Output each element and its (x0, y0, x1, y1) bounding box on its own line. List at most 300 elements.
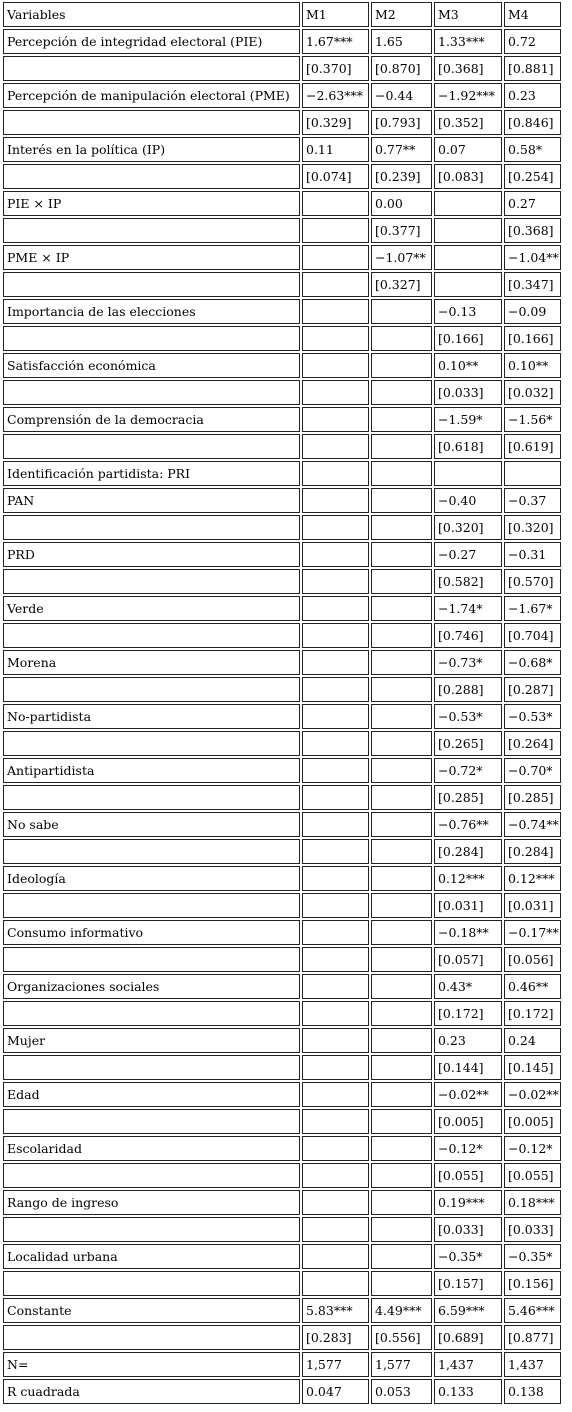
m2-cell (371, 488, 432, 513)
variable-cell (3, 110, 300, 135)
m4-cell: −0.12* (504, 1136, 561, 1161)
m1-cell: [0.074] (302, 164, 369, 189)
m3-cell: [0.284] (434, 839, 502, 864)
m3-cell: [0.172] (434, 1001, 502, 1026)
variable-cell: Importancia de las elecciones (3, 299, 300, 324)
m3-cell: 0.133 (434, 1379, 502, 1404)
table-row (3, 1325, 561, 1350)
header-m1: M1 (302, 2, 369, 27)
m3-cell: [0.157] (434, 1271, 502, 1296)
m3-cell: [0.285] (434, 785, 502, 810)
m1-cell (302, 1190, 369, 1215)
table-row (3, 137, 561, 162)
variable-cell: PRD (3, 542, 300, 567)
m1-cell: 0.047 (302, 1379, 369, 1404)
m1-cell (302, 650, 369, 675)
m1-cell (302, 1109, 369, 1134)
m4-cell: 0.46** (504, 974, 561, 999)
variable-cell (3, 1109, 300, 1134)
m4-cell: −0.53* (504, 704, 561, 729)
m3-cell: [0.746] (434, 623, 502, 648)
m1-cell: 1.67*** (302, 29, 369, 54)
m4-cell: [0.172] (504, 1001, 561, 1026)
table-row (3, 164, 561, 189)
m3-cell: [0.265] (434, 731, 502, 756)
m4-cell: −0.17** (504, 920, 561, 945)
m4-cell: [0.033] (504, 1217, 561, 1242)
table-row (3, 1001, 561, 1026)
m4-cell: −0.37 (504, 488, 561, 513)
m1-cell (302, 758, 369, 783)
m4-cell: 0.24 (504, 1028, 561, 1053)
m4-cell: −1.04** (504, 245, 561, 270)
m1-cell (302, 515, 369, 540)
m4-cell: −1.67* (504, 596, 561, 621)
table-row (3, 920, 561, 945)
variable-cell (3, 623, 300, 648)
m1-cell (302, 434, 369, 459)
m3-cell: −1.92*** (434, 83, 502, 108)
m4-cell: 0.23 (504, 83, 561, 108)
m3-cell: −1.74* (434, 596, 502, 621)
m1-cell (302, 299, 369, 324)
m2-cell (371, 1082, 432, 1107)
header-row (3, 2, 561, 27)
header-m2: M2 (371, 2, 432, 27)
m1-cell: [0.329] (302, 110, 369, 135)
variable-cell (3, 515, 300, 540)
m1-cell (302, 245, 369, 270)
variable-cell (3, 569, 300, 594)
variable-cell: PIE × IP (3, 191, 300, 216)
variable-cell (3, 1325, 300, 1350)
m1-cell (302, 542, 369, 567)
m4-cell: [0.287] (504, 677, 561, 702)
m2-cell (371, 650, 432, 675)
m3-cell: [0.057] (434, 947, 502, 972)
m2-cell (371, 299, 432, 324)
m3-cell: [0.005] (434, 1109, 502, 1134)
table-body (3, 29, 561, 1404)
variable-cell: Ideología (3, 866, 300, 891)
m2-cell (371, 974, 432, 999)
table-row (3, 56, 561, 81)
m2-cell: 0.00 (371, 191, 432, 216)
m2-cell (371, 596, 432, 621)
m4-cell: 0.10** (504, 353, 561, 378)
m2-cell (371, 677, 432, 702)
m4-cell: 0.27 (504, 191, 561, 216)
variable-cell (3, 839, 300, 864)
m4-cell: [0.145] (504, 1055, 561, 1080)
m4-cell: [0.284] (504, 839, 561, 864)
m3-cell: [0.689] (434, 1325, 502, 1350)
table-row (3, 110, 561, 135)
table-row (3, 1352, 561, 1377)
m1-cell: −2.63*** (302, 83, 369, 108)
m1-cell (302, 1028, 369, 1053)
m3-cell: [0.352] (434, 110, 502, 135)
variable-cell: Verde (3, 596, 300, 621)
m4-cell: [0.032] (504, 380, 561, 405)
m1-cell (302, 596, 369, 621)
m3-cell: [0.083] (434, 164, 502, 189)
m3-cell (434, 245, 502, 270)
m3-cell: −0.35* (434, 1244, 502, 1269)
m4-cell: 0.12*** (504, 866, 561, 891)
m1-cell (302, 785, 369, 810)
table-row (3, 866, 561, 891)
m1-cell (302, 1082, 369, 1107)
m3-cell: −0.72* (434, 758, 502, 783)
variable-cell: Consumo informativo (3, 920, 300, 945)
m3-cell (434, 461, 502, 486)
m3-cell: 0.19*** (434, 1190, 502, 1215)
m4-cell: [0.320] (504, 515, 561, 540)
variable-cell: Rango de ingreso (3, 1190, 300, 1215)
variable-cell: Mujer (3, 1028, 300, 1053)
table-row (3, 434, 561, 459)
m2-cell (371, 407, 432, 432)
m3-cell: 0.07 (434, 137, 502, 162)
m3-cell: 0.12*** (434, 866, 502, 891)
variable-cell: Antipartidista (3, 758, 300, 783)
m4-cell: 0.18*** (504, 1190, 561, 1215)
m3-cell: [0.166] (434, 326, 502, 351)
m3-cell: 1,437 (434, 1352, 502, 1377)
m4-cell: [0.056] (504, 947, 561, 972)
variable-cell: Identificación partidista: PRI (3, 461, 300, 486)
m1-cell (302, 974, 369, 999)
m1-cell (302, 272, 369, 297)
m2-cell (371, 569, 432, 594)
variable-cell: Interés en la política (IP) (3, 137, 300, 162)
m4-cell: [0.619] (504, 434, 561, 459)
m4-cell: [0.285] (504, 785, 561, 810)
m1-cell: 5.83*** (302, 1298, 369, 1323)
variable-cell: R cuadrada (3, 1379, 300, 1404)
table-row (3, 83, 561, 108)
variable-cell (3, 1055, 300, 1080)
m3-cell: −1.59* (434, 407, 502, 432)
table-row (3, 785, 561, 810)
m2-cell (371, 1190, 432, 1215)
table-row (3, 1163, 561, 1188)
table-row (3, 380, 561, 405)
m1-cell (302, 353, 369, 378)
m3-cell: −0.18** (434, 920, 502, 945)
m3-cell: 0.23 (434, 1028, 502, 1053)
table-row (3, 758, 561, 783)
m1-cell (302, 866, 369, 891)
m2-cell: [0.870] (371, 56, 432, 81)
m3-cell (434, 191, 502, 216)
table-row (3, 515, 561, 540)
variable-cell: Escolaridad (3, 1136, 300, 1161)
m2-cell (371, 812, 432, 837)
m2-cell: 0.053 (371, 1379, 432, 1404)
m4-cell: [0.881] (504, 56, 561, 81)
m4-cell: 5.46*** (504, 1298, 561, 1323)
variable-cell (3, 56, 300, 81)
variable-cell: Percepción de manipulación electoral (PME) (3, 83, 300, 108)
m3-cell: 0.10** (434, 353, 502, 378)
m3-cell: [0.033] (434, 380, 502, 405)
m2-cell: 0.77** (371, 137, 432, 162)
m1-cell (302, 191, 369, 216)
m4-cell: −0.74** (504, 812, 561, 837)
m1-cell (302, 461, 369, 486)
m3-cell: −0.02** (434, 1082, 502, 1107)
variable-cell: Morena (3, 650, 300, 675)
table-row (3, 704, 561, 729)
table-row (3, 1190, 561, 1215)
m3-cell: [0.368] (434, 56, 502, 81)
m2-cell: −1.07** (371, 245, 432, 270)
table-row (3, 488, 561, 513)
table-row (3, 677, 561, 702)
table-row (3, 1109, 561, 1134)
m2-cell: [0.793] (371, 110, 432, 135)
m2-cell: [0.556] (371, 1325, 432, 1350)
variable-cell: Satisfacción económica (3, 353, 300, 378)
m1-cell (302, 407, 369, 432)
table-row (3, 1271, 561, 1296)
m4-cell: [0.254] (504, 164, 561, 189)
m1-cell: 0.11 (302, 137, 369, 162)
table-row (3, 461, 561, 486)
m4-cell: [0.846] (504, 110, 561, 135)
variable-cell (3, 164, 300, 189)
m4-cell: [0.264] (504, 731, 561, 756)
table-row (3, 1055, 561, 1080)
m1-cell (302, 488, 369, 513)
header-variables: Variables (3, 2, 300, 27)
m4-cell: [0.156] (504, 1271, 561, 1296)
m2-cell (371, 1244, 432, 1269)
m4-cell: [0.031] (504, 893, 561, 918)
variable-cell (3, 218, 300, 243)
m3-cell: −0.76** (434, 812, 502, 837)
m3-cell: [0.288] (434, 677, 502, 702)
table-row (3, 542, 561, 567)
m2-cell (371, 353, 432, 378)
table-row (3, 596, 561, 621)
m2-cell (371, 1001, 432, 1026)
variable-cell: N= (3, 1352, 300, 1377)
variable-cell (3, 1163, 300, 1188)
header-m4: M4 (504, 2, 561, 27)
table-row (3, 1028, 561, 1053)
m1-cell (302, 1055, 369, 1080)
table-row (3, 272, 561, 297)
m1-cell (302, 920, 369, 945)
m2-cell (371, 920, 432, 945)
m3-cell: [0.144] (434, 1055, 502, 1080)
variable-cell (3, 893, 300, 918)
variable-cell (3, 1217, 300, 1242)
table-row (3, 1136, 561, 1161)
m2-cell (371, 515, 432, 540)
m1-cell (302, 1001, 369, 1026)
variable-cell: Edad (3, 1082, 300, 1107)
table-row (3, 1298, 561, 1323)
m3-cell: −0.53* (434, 704, 502, 729)
m2-cell: [0.239] (371, 164, 432, 189)
m2-cell (371, 758, 432, 783)
table-row (3, 839, 561, 864)
table-row (3, 218, 561, 243)
m4-cell: −0.09 (504, 299, 561, 324)
regression-table (1, 0, 563, 1406)
m3-cell: [0.582] (434, 569, 502, 594)
table-row (3, 353, 561, 378)
variable-cell (3, 731, 300, 756)
table-row (3, 569, 561, 594)
m3-cell: [0.033] (434, 1217, 502, 1242)
m3-cell: −0.12* (434, 1136, 502, 1161)
variable-cell (3, 1001, 300, 1026)
m1-cell (302, 1217, 369, 1242)
m3-cell: [0.055] (434, 1163, 502, 1188)
m4-cell: [0.368] (504, 218, 561, 243)
m3-cell: 1.33*** (434, 29, 502, 54)
m1-cell (302, 623, 369, 648)
table-row (3, 407, 561, 432)
m2-cell: 4.49*** (371, 1298, 432, 1323)
table-row (3, 326, 561, 351)
m2-cell (371, 731, 432, 756)
table-row (3, 974, 561, 999)
m1-cell (302, 1136, 369, 1161)
m2-cell (371, 839, 432, 864)
variable-cell: Organizaciones sociales (3, 974, 300, 999)
m2-cell (371, 893, 432, 918)
m1-cell (302, 569, 369, 594)
table-row (3, 1217, 561, 1242)
m4-cell: [0.005] (504, 1109, 561, 1134)
m3-cell: −0.73* (434, 650, 502, 675)
m2-cell (371, 326, 432, 351)
m2-cell: −0.44 (371, 83, 432, 108)
variable-cell (3, 434, 300, 459)
m1-cell (302, 218, 369, 243)
variable-cell: Percepción de integridad electoral (PIE) (3, 29, 300, 54)
m1-cell (302, 1163, 369, 1188)
variable-cell: Localidad urbana (3, 1244, 300, 1269)
m1-cell (302, 947, 369, 972)
m2-cell: [0.327] (371, 272, 432, 297)
m4-cell: −0.68* (504, 650, 561, 675)
m3-cell: [0.320] (434, 515, 502, 540)
m2-cell: 1,577 (371, 1352, 432, 1377)
m1-cell: [0.370] (302, 56, 369, 81)
m2-cell (371, 542, 432, 567)
table-row (3, 623, 561, 648)
table-row (3, 1082, 561, 1107)
m4-cell: −0.02** (504, 1082, 561, 1107)
variable-cell (3, 677, 300, 702)
table-row (3, 650, 561, 675)
m4-cell: [0.704] (504, 623, 561, 648)
m3-cell: 0.43* (434, 974, 502, 999)
m1-cell (302, 812, 369, 837)
m3-cell (434, 218, 502, 243)
table-row (3, 245, 561, 270)
m4-cell: 0.72 (504, 29, 561, 54)
m4-cell: [0.166] (504, 326, 561, 351)
table-row (3, 1379, 561, 1404)
m2-cell (371, 866, 432, 891)
variable-cell: PAN (3, 488, 300, 513)
variable-cell (3, 1271, 300, 1296)
m2-cell (371, 1271, 432, 1296)
m3-cell: 6.59*** (434, 1298, 502, 1323)
variable-cell: Comprensión de la democracia (3, 407, 300, 432)
m3-cell: [0.031] (434, 893, 502, 918)
table-row (3, 893, 561, 918)
m2-cell (371, 704, 432, 729)
m4-cell: −0.70* (504, 758, 561, 783)
m4-cell: −1.56* (504, 407, 561, 432)
header-m3: M3 (434, 2, 502, 27)
m4-cell: [0.877] (504, 1325, 561, 1350)
m1-cell (302, 1271, 369, 1296)
m2-cell (371, 1217, 432, 1242)
m4-cell: 0.58* (504, 137, 561, 162)
m2-cell: 1.65 (371, 29, 432, 54)
m3-cell (434, 272, 502, 297)
m2-cell (371, 1136, 432, 1161)
m4-cell: [0.570] (504, 569, 561, 594)
variable-cell (3, 272, 300, 297)
m1-cell (302, 326, 369, 351)
m2-cell (371, 1028, 432, 1053)
m4-cell (504, 461, 561, 486)
m2-cell (371, 947, 432, 972)
variable-cell: Constante (3, 1298, 300, 1323)
table-row (3, 947, 561, 972)
m4-cell: 1,437 (504, 1352, 561, 1377)
m2-cell (371, 461, 432, 486)
m1-cell (302, 677, 369, 702)
m1-cell (302, 893, 369, 918)
m2-cell (371, 623, 432, 648)
variable-cell: No-partidista (3, 704, 300, 729)
m4-cell: −0.35* (504, 1244, 561, 1269)
m2-cell (371, 434, 432, 459)
variable-cell: No sabe (3, 812, 300, 837)
variable-cell (3, 326, 300, 351)
m2-cell (371, 1055, 432, 1080)
m3-cell: −0.27 (434, 542, 502, 567)
variable-cell (3, 947, 300, 972)
table-row (3, 731, 561, 756)
m1-cell (302, 380, 369, 405)
m1-cell (302, 704, 369, 729)
variable-cell: PME × IP (3, 245, 300, 270)
m2-cell: [0.377] (371, 218, 432, 243)
m3-cell: −0.13 (434, 299, 502, 324)
m1-cell (302, 839, 369, 864)
m1-cell: 1,577 (302, 1352, 369, 1377)
table-row (3, 29, 561, 54)
m1-cell (302, 731, 369, 756)
m4-cell: [0.347] (504, 272, 561, 297)
m4-cell: 0.138 (504, 1379, 561, 1404)
variable-cell (3, 380, 300, 405)
table-row (3, 191, 561, 216)
